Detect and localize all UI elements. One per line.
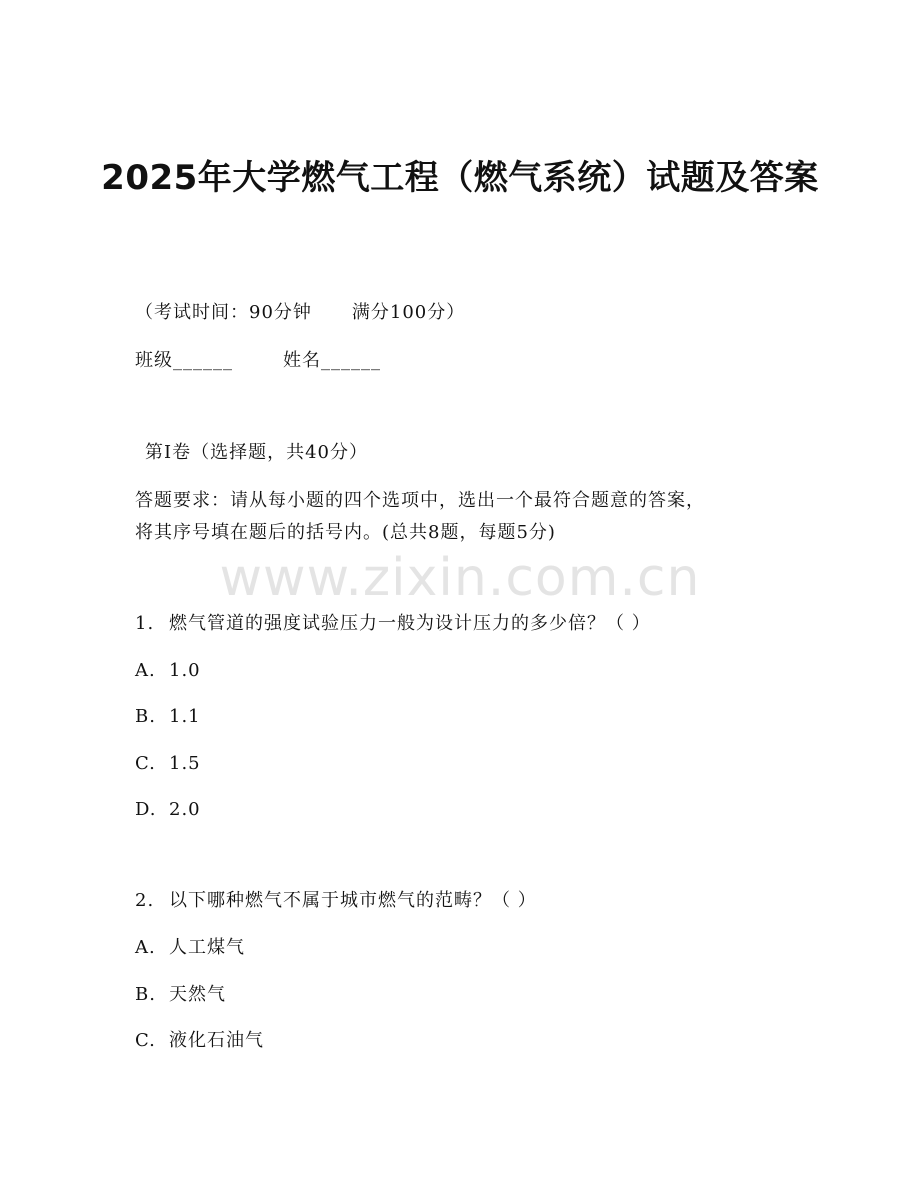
instruction-line-2: 将其序号填在题后的括号内。(总共8题，每题5分) (135, 522, 556, 543)
option-text: 2.0 (169, 799, 201, 820)
option-text: 天然气 (169, 984, 226, 1005)
question-text: 以下哪种燃气不属于城市燃气的范畴？（ ） (169, 890, 537, 911)
exam-meta (135, 301, 465, 325)
question-number: 1. (135, 613, 155, 634)
option-letter: A. (135, 660, 156, 681)
option-letter: C. (135, 753, 156, 774)
question-2 (135, 889, 537, 913)
option-text: 1.0 (169, 660, 201, 681)
student-fields (135, 349, 381, 373)
option-text: 1.5 (169, 753, 201, 774)
option-letter: A. (135, 937, 156, 958)
option-1b (135, 705, 201, 729)
option-letter: B. (135, 706, 156, 727)
section-heading: 第I卷（选择题，共40分） (145, 442, 369, 463)
question-text: 燃气管道的强度试验压力一般为设计压力的多少倍？（ ） (169, 613, 651, 634)
question-number: 2. (135, 890, 155, 911)
instruction-line-1: 答题要求：请从每小题的四个选项中，选出一个最符合题意的答案， (135, 490, 705, 511)
exam-score: 满分100分） (351, 302, 466, 323)
option-letter: C. (135, 1030, 156, 1051)
option-2a (135, 936, 245, 960)
option-2b (135, 983, 226, 1007)
option-letter: D. (135, 799, 157, 820)
document-title: 2025年大学燃气工程（燃气系统）试题及答案 (101, 158, 819, 198)
name-field: 姓名______ (283, 350, 381, 371)
option-text: 1.1 (169, 706, 201, 727)
class-field: 班级______ (135, 350, 233, 371)
option-1d (135, 798, 201, 822)
option-1a (135, 659, 201, 683)
question-1 (135, 612, 651, 636)
exam-time: （考试时间：90分钟 (135, 302, 312, 323)
option-letter: B. (135, 984, 156, 1005)
option-1c (135, 752, 201, 776)
option-2c (135, 1029, 264, 1053)
option-text: 人工煤气 (169, 937, 245, 958)
option-text: 液化石油气 (169, 1030, 264, 1051)
watermark: www.zixin.com.cn (219, 548, 701, 608)
